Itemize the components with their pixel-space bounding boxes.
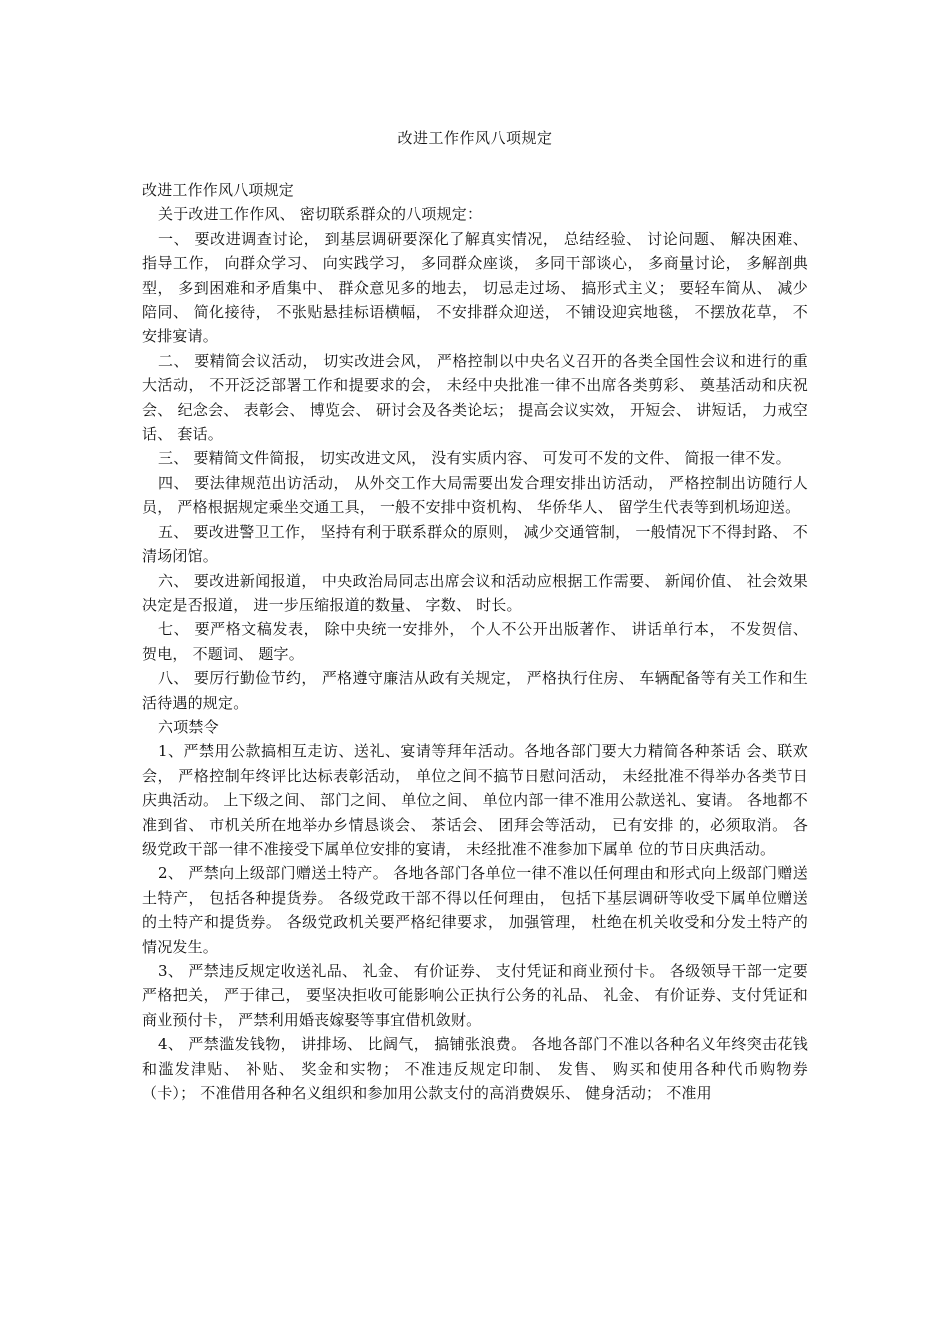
- rule-8-paragraph: 八、 要厉行勤俭节约， 严格遵守廉洁从政有关规定， 严格执行住房、 车辆配备等有关工作和生活待遇的规定。: [142, 669, 808, 712]
- rule-5-paragraph: 五、 要改进警卫工作， 坚持有利于联系群众的原则， 减少交通管制， 一般情况下不得封路、 不清场闭馆。: [142, 522, 808, 566]
- document-title: 改进工作作风八项规定: [397, 129, 553, 147]
- rule-1-paragraph: 一、 要改进调查讨论， 到基层调研要深化了解真实情况， 总结经验、 讨论问题、 解决困难、 指导工作， 向群众学习、 向实践学习， 多同群众座谈， 多同干部谈心， 多商量讨论， 多解剖典型， 多到困难和矛盾集中、 群众意见多的地去， 切忌走过场、 搞形式主义； 要轻车简从、 减少陪同、 简化接待， 不张贴悬挂标语横幅， 不安排群众迎送， 不铺设迎宾地毯， 不摆放花草， 不安排宴请。: [142, 229, 808, 346]
- ban-1-paragraph: 1、严禁用公款搞相互走访、送礼、宴请等拜年活动。各地各部门要大力精简各种茶话 会、联欢会， 严格控制年终评比达标表彰活动， 单位之间不搞节日慰问活动， 未经批准不得举办各类节日庆典活动。 上下级之间、 部门之间、 单位之间、 单位内部一律不准用公款送礼、宴请。 各地都不准到省、 市机关所在地举办乡情恳谈会、 茶话会、 团拜会等活动， 已有安排 的，必须取消。 各级党政干部一律不准接受下属单位安排的宴请， 未经批准不准参加下属单 位的节日庆典活动。: [142, 742, 808, 858]
- ban-4-paragraph: 4、 严禁滥发钱物， 讲排场、 比阔气， 搞铺张浪费。 各地各部门不准以各种名义年终突击花钱和滥发津贴、 补贴、 奖金和实物； 不准违反规定印制、 发售、 购买和使用各种代币购物券（卡）； 不准借用各种名义组织和参加用公款支付的高消费娱乐、 健身活动； 不准用: [142, 1035, 808, 1103]
- rule-2-paragraph: 二、 要精简会议活动， 切实改进会风， 严格控制以中央名义召开的各类全国性会议和进行的重大活动， 不开泛泛部署工作和提要求的会， 未经中央批准一律不出席各类剪彩、 奠基活动和庆祝会、 纪念会、 表彰会、 博览会、 研讨会及各类论坛； 提高会议实效， 开短会、 讲短话， 力戒空话、 套话。: [142, 351, 808, 444]
- section-heading-six-bans: 六项禁令: [158, 717, 219, 736]
- rule-7-paragraph: 七、 要严格文稿发表， 除中央统一安排外， 个人不公开出版著作、 讲话单行本， 不发贺信、 贺电， 不题词、 题字。: [142, 620, 808, 663]
- document-body: [142, 178, 808, 1105]
- ban-3-paragraph: 3、 严禁违反规定收送礼品、 礼金、 有价证券、 支付凭证和商业预付卡。 各级领导干部一定要严格把关， 严于律己， 要坚决拒收可能影响公正执行公务的礼品、 礼金、 有价证券、支付凭证和商业预付卡， 严禁利用婚丧嫁娶等事宜借机敛财。: [142, 962, 808, 1029]
- rule-6-paragraph: 六、 要改进新闻报道， 中央政治局同志出席会议和活动应根据工作需要、 新闻价值、 社会效果决定是否报道， 进一步压缩报道的数量、 字数、 时长。: [142, 571, 808, 614]
- ban-2-paragraph: 2、 严禁向上级部门赠送土特产。 各地各部门各单位一律不准以任何理由和形式向上级部门赠送土特产， 包括各种提货券。 各级党政干部不得以任何理由， 包括下基层调研等收受下属单位赠送的土特产和提货券。 各级党政机关要严格纪律要求， 加强管理， 杜绝在机关收受和分发土特产的情况发生。: [142, 864, 808, 956]
- intro-paragraph: 关于改进工作作风、 密切联系群众的八项规定：: [158, 205, 483, 224]
- rule-4-paragraph: 四、 要法律规范出访活动， 从外交工作大局需要出发合理安排出访活动， 严格控制出访随行人员， 严格根据规定乘坐交通工具， 一般不安排中资机构、 华侨华人、 留学生代表等到机场迎送。: [142, 473, 808, 517]
- body-heading: 改进工作作风八项规定: [142, 181, 295, 199]
- rule-3-paragraph: 三、 要精简文件简报， 切实改进文风， 没有实质内容、 可发可不发的文件、 简报一律不发。: [158, 449, 791, 468]
